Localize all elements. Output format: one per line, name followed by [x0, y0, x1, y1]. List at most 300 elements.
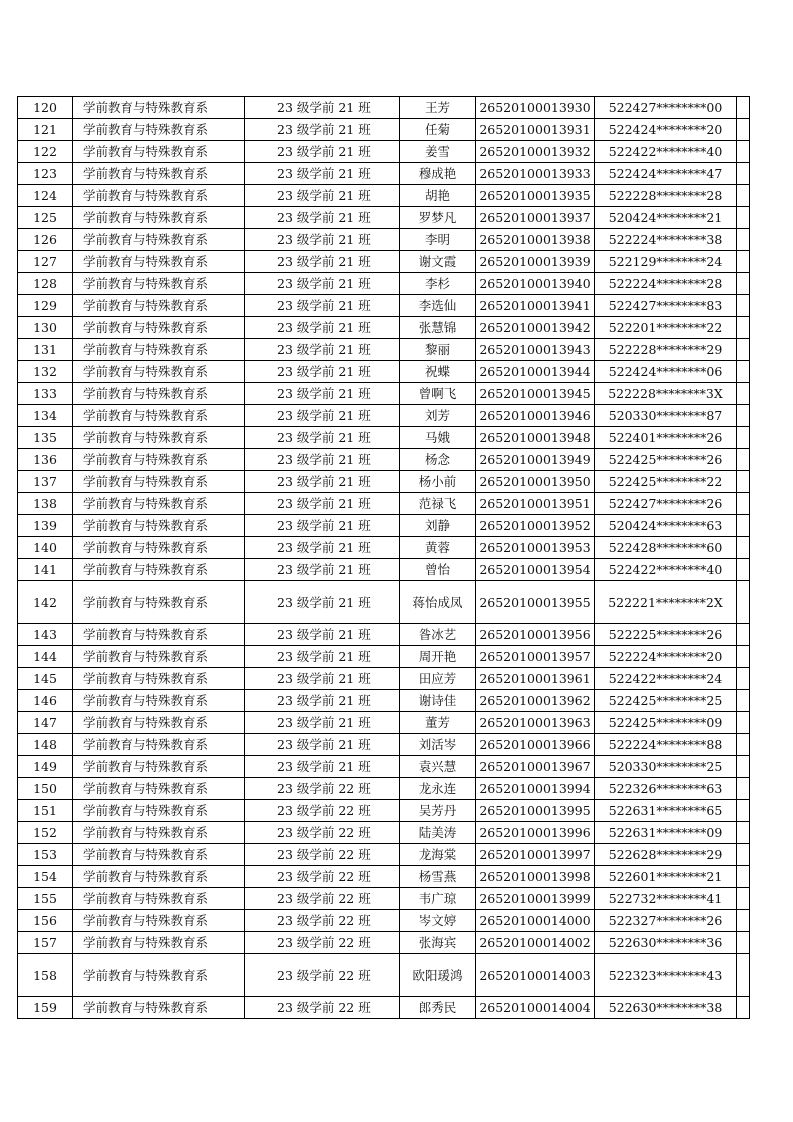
department-cell: 学前教育与特殊教育系	[73, 493, 245, 515]
student-id-cell: 26520100013937	[476, 207, 595, 229]
class-cell: 23 级学前 22 班	[245, 932, 400, 954]
table-row	[18, 427, 750, 449]
row-number-cell: 140	[18, 537, 73, 559]
remark-cell	[737, 954, 750, 997]
id-number-cell: 522221********2X	[595, 581, 737, 624]
id-number-cell: 522732********41	[595, 888, 737, 910]
student-name-cell: 黎丽	[400, 339, 476, 361]
row-number-cell: 143	[18, 624, 73, 646]
student-id-cell: 26520100013942	[476, 317, 595, 339]
table-row	[18, 317, 750, 339]
table-row	[18, 185, 750, 207]
student-id-cell: 26520100013950	[476, 471, 595, 493]
id-number-cell: 522628********29	[595, 844, 737, 866]
student-name-cell: 昝冰艺	[400, 624, 476, 646]
student-id-cell: 26520100013939	[476, 251, 595, 273]
department-cell: 学前教育与特殊教育系	[73, 119, 245, 141]
student-id-cell: 26520100014004	[476, 997, 595, 1019]
student-name-cell: 谢诗佳	[400, 690, 476, 712]
id-number-cell: 522425********25	[595, 690, 737, 712]
remark-cell	[737, 493, 750, 515]
department-cell: 学前教育与特殊教育系	[73, 163, 245, 185]
class-cell: 23 级学前 21 班	[245, 185, 400, 207]
student-name-cell: 李明	[400, 229, 476, 251]
class-cell: 23 级学前 21 班	[245, 734, 400, 756]
row-number-cell: 127	[18, 251, 73, 273]
id-number-cell: 522425********26	[595, 449, 737, 471]
remark-cell	[737, 251, 750, 273]
student-id-cell: 26520100013996	[476, 822, 595, 844]
table-row	[18, 866, 750, 888]
remark-cell	[737, 185, 750, 207]
student-name-cell: 穆成艳	[400, 163, 476, 185]
student-id-cell: 26520100013933	[476, 163, 595, 185]
department-cell: 学前教育与特殊教育系	[73, 932, 245, 954]
row-number-cell: 124	[18, 185, 73, 207]
class-cell: 23 级学前 21 班	[245, 273, 400, 295]
department-cell: 学前教育与特殊教育系	[73, 515, 245, 537]
student-name-cell: 陆美涛	[400, 822, 476, 844]
row-number-cell: 141	[18, 559, 73, 581]
remark-cell	[737, 295, 750, 317]
student-name-cell: 韦广琼	[400, 888, 476, 910]
id-number-cell: 522425********22	[595, 471, 737, 493]
student-name-cell: 刘活岑	[400, 734, 476, 756]
department-cell: 学前教育与特殊教育系	[73, 581, 245, 624]
department-cell: 学前教育与特殊教育系	[73, 471, 245, 493]
department-cell: 学前教育与特殊教育系	[73, 229, 245, 251]
student-id-cell: 26520100013957	[476, 646, 595, 668]
id-number-cell: 522326********63	[595, 778, 737, 800]
student-name-cell: 罗梦凡	[400, 207, 476, 229]
class-cell: 23 级学前 21 班	[245, 668, 400, 690]
student-list-table	[17, 96, 750, 1019]
class-cell: 23 级学前 21 班	[245, 141, 400, 163]
department-cell: 学前教育与特殊教育系	[73, 800, 245, 822]
department-cell: 学前教育与特殊教育系	[73, 559, 245, 581]
student-name-cell: 马娥	[400, 427, 476, 449]
row-number-cell: 146	[18, 690, 73, 712]
student-name-cell: 刘芳	[400, 405, 476, 427]
row-number-cell: 152	[18, 822, 73, 844]
row-number-cell: 145	[18, 668, 73, 690]
department-cell: 学前教育与特殊教育系	[73, 295, 245, 317]
department-cell: 学前教育与特殊教育系	[73, 954, 245, 997]
row-number-cell: 139	[18, 515, 73, 537]
class-cell: 23 级学前 21 班	[245, 361, 400, 383]
class-cell: 23 级学前 21 班	[245, 690, 400, 712]
remark-cell	[737, 317, 750, 339]
class-cell: 23 级学前 21 班	[245, 449, 400, 471]
student-id-cell: 26520100013997	[476, 844, 595, 866]
class-cell: 23 级学前 22 班	[245, 910, 400, 932]
student-name-cell: 王芳	[400, 97, 476, 119]
id-number-cell: 522201********22	[595, 317, 737, 339]
table-row	[18, 163, 750, 185]
student-id-cell: 26520100013963	[476, 712, 595, 734]
row-number-cell: 120	[18, 97, 73, 119]
table-row	[18, 405, 750, 427]
id-number-cell: 520330********25	[595, 756, 737, 778]
student-name-cell: 张慧锦	[400, 317, 476, 339]
student-name-cell: 岑文婷	[400, 910, 476, 932]
class-cell: 23 级学前 21 班	[245, 559, 400, 581]
table-row	[18, 251, 750, 273]
table-row	[18, 207, 750, 229]
class-cell: 23 级学前 21 班	[245, 581, 400, 624]
department-cell: 学前教育与特殊教育系	[73, 646, 245, 668]
remark-cell	[737, 229, 750, 251]
id-number-cell: 522327********26	[595, 910, 737, 932]
student-name-cell: 胡艳	[400, 185, 476, 207]
class-cell: 23 级学前 21 班	[245, 756, 400, 778]
student-name-cell: 张海宾	[400, 932, 476, 954]
row-number-cell: 121	[18, 119, 73, 141]
remark-cell	[737, 537, 750, 559]
table-row	[18, 888, 750, 910]
class-cell: 23 级学前 21 班	[245, 119, 400, 141]
table-row	[18, 383, 750, 405]
row-number-cell: 135	[18, 427, 73, 449]
department-cell: 学前教育与特殊教育系	[73, 339, 245, 361]
remark-cell	[737, 97, 750, 119]
remark-cell	[737, 119, 750, 141]
table-row	[18, 646, 750, 668]
row-number-cell: 130	[18, 317, 73, 339]
class-cell: 23 级学前 21 班	[245, 339, 400, 361]
remark-cell	[737, 690, 750, 712]
student-id-cell: 26520100013946	[476, 405, 595, 427]
id-number-cell: 522224********88	[595, 734, 737, 756]
table-row	[18, 229, 750, 251]
remark-cell	[737, 361, 750, 383]
class-cell: 23 级学前 21 班	[245, 515, 400, 537]
student-id-cell: 26520100013995	[476, 800, 595, 822]
student-id-cell: 26520100013953	[476, 537, 595, 559]
department-cell: 学前教育与特殊教育系	[73, 690, 245, 712]
row-number-cell: 138	[18, 493, 73, 515]
class-cell: 23 级学前 22 班	[245, 997, 400, 1019]
remark-cell	[737, 910, 750, 932]
department-cell: 学前教育与特殊教育系	[73, 361, 245, 383]
student-id-cell: 26520100013931	[476, 119, 595, 141]
id-number-cell: 522401********26	[595, 427, 737, 449]
student-id-cell: 26520100013949	[476, 449, 595, 471]
student-name-cell: 祝蝶	[400, 361, 476, 383]
student-id-cell: 26520100013961	[476, 668, 595, 690]
table-row	[18, 932, 750, 954]
id-number-cell: 522225********26	[595, 624, 737, 646]
student-id-cell: 26520100014003	[476, 954, 595, 997]
id-number-cell: 522427********26	[595, 493, 737, 515]
student-name-cell: 郎秀民	[400, 997, 476, 1019]
remark-cell	[737, 646, 750, 668]
table-row	[18, 361, 750, 383]
remark-cell	[737, 141, 750, 163]
row-number-cell: 154	[18, 866, 73, 888]
class-cell: 23 级学前 21 班	[245, 712, 400, 734]
department-cell: 学前教育与特殊教育系	[73, 822, 245, 844]
remark-cell	[737, 712, 750, 734]
id-number-cell: 522228********29	[595, 339, 737, 361]
student-id-cell: 26520100013962	[476, 690, 595, 712]
student-name-cell: 吴芳丹	[400, 800, 476, 822]
department-cell: 学前教育与特殊教育系	[73, 624, 245, 646]
class-cell: 23 级学前 21 班	[245, 427, 400, 449]
id-number-cell: 522323********43	[595, 954, 737, 997]
table-row	[18, 339, 750, 361]
class-cell: 23 级学前 21 班	[245, 295, 400, 317]
row-number-cell: 159	[18, 997, 73, 1019]
student-id-cell: 26520100013944	[476, 361, 595, 383]
table-row	[18, 997, 750, 1019]
class-cell: 23 级学前 22 班	[245, 800, 400, 822]
row-number-cell: 147	[18, 712, 73, 734]
class-cell: 23 级学前 21 班	[245, 163, 400, 185]
department-cell: 学前教育与特殊教育系	[73, 537, 245, 559]
student-id-cell: 26520100013941	[476, 295, 595, 317]
remark-cell	[737, 273, 750, 295]
row-number-cell: 149	[18, 756, 73, 778]
remark-cell	[737, 866, 750, 888]
student-id-cell: 26520100013943	[476, 339, 595, 361]
remark-cell	[737, 822, 750, 844]
remark-cell	[737, 383, 750, 405]
row-number-cell: 128	[18, 273, 73, 295]
remark-cell	[737, 207, 750, 229]
student-name-cell: 刘静	[400, 515, 476, 537]
department-cell: 学前教育与特殊教育系	[73, 251, 245, 273]
department-cell: 学前教育与特殊教育系	[73, 997, 245, 1019]
student-id-cell: 26520100013954	[476, 559, 595, 581]
department-cell: 学前教育与特殊教育系	[73, 317, 245, 339]
department-cell: 学前教育与特殊教育系	[73, 97, 245, 119]
id-number-cell: 520424********63	[595, 515, 737, 537]
student-id-cell: 26520100013994	[476, 778, 595, 800]
remark-cell	[737, 778, 750, 800]
student-name-cell: 欧阳瑗鸿	[400, 954, 476, 997]
table-row	[18, 273, 750, 295]
table-row	[18, 910, 750, 932]
student-id-cell: 26520100013935	[476, 185, 595, 207]
student-name-cell: 杨念	[400, 449, 476, 471]
student-id-cell: 26520100014000	[476, 910, 595, 932]
department-cell: 学前教育与特殊教育系	[73, 207, 245, 229]
row-number-cell: 150	[18, 778, 73, 800]
table-row	[18, 141, 750, 163]
remark-cell	[737, 581, 750, 624]
class-cell: 23 级学前 22 班	[245, 888, 400, 910]
student-id-cell: 26520100013932	[476, 141, 595, 163]
department-cell: 学前教育与特殊教育系	[73, 273, 245, 295]
id-number-cell: 522224********20	[595, 646, 737, 668]
department-cell: 学前教育与特殊教育系	[73, 383, 245, 405]
table-row	[18, 515, 750, 537]
row-number-cell: 129	[18, 295, 73, 317]
row-number-cell: 125	[18, 207, 73, 229]
table-row	[18, 559, 750, 581]
class-cell: 23 级学前 22 班	[245, 866, 400, 888]
student-name-cell: 蒋怡成凤	[400, 581, 476, 624]
row-number-cell: 123	[18, 163, 73, 185]
remark-cell	[737, 471, 750, 493]
id-number-cell: 522424********20	[595, 119, 737, 141]
student-id-cell: 26520100013940	[476, 273, 595, 295]
student-id-cell: 26520100013955	[476, 581, 595, 624]
student-id-cell: 26520100013952	[476, 515, 595, 537]
row-number-cell: 131	[18, 339, 73, 361]
row-number-cell: 136	[18, 449, 73, 471]
row-number-cell: 155	[18, 888, 73, 910]
row-number-cell: 126	[18, 229, 73, 251]
department-cell: 学前教育与特殊教育系	[73, 778, 245, 800]
class-cell: 23 级学前 21 班	[245, 624, 400, 646]
student-name-cell: 龙海棠	[400, 844, 476, 866]
department-cell: 学前教育与特殊教育系	[73, 668, 245, 690]
department-cell: 学前教育与特殊教育系	[73, 756, 245, 778]
class-cell: 23 级学前 21 班	[245, 471, 400, 493]
row-number-cell: 144	[18, 646, 73, 668]
id-number-cell: 522427********83	[595, 295, 737, 317]
department-cell: 学前教育与特殊教育系	[73, 910, 245, 932]
id-number-cell: 522630********36	[595, 932, 737, 954]
student-id-cell: 26520100013951	[476, 493, 595, 515]
remark-cell	[737, 624, 750, 646]
remark-cell	[737, 668, 750, 690]
student-name-cell: 杨雪燕	[400, 866, 476, 888]
id-number-cell: 522424********47	[595, 163, 737, 185]
id-number-cell: 522631********09	[595, 822, 737, 844]
class-cell: 23 级学前 21 班	[245, 97, 400, 119]
student-name-cell: 周开艳	[400, 646, 476, 668]
class-cell: 23 级学前 21 班	[245, 251, 400, 273]
table-row	[18, 778, 750, 800]
row-number-cell: 133	[18, 383, 73, 405]
remark-cell	[737, 734, 750, 756]
row-number-cell: 142	[18, 581, 73, 624]
class-cell: 23 级学前 22 班	[245, 778, 400, 800]
id-number-cell: 522428********60	[595, 537, 737, 559]
table-row	[18, 119, 750, 141]
remark-cell	[737, 405, 750, 427]
id-number-cell: 522422********40	[595, 141, 737, 163]
student-name-cell: 范禄飞	[400, 493, 476, 515]
id-number-cell: 522422********40	[595, 559, 737, 581]
row-number-cell: 156	[18, 910, 73, 932]
row-number-cell: 158	[18, 954, 73, 997]
table-row	[18, 844, 750, 866]
table-row	[18, 471, 750, 493]
student-name-cell: 曾啊飞	[400, 383, 476, 405]
student-id-cell: 26520100013966	[476, 734, 595, 756]
table-row	[18, 493, 750, 515]
table-row	[18, 624, 750, 646]
row-number-cell: 137	[18, 471, 73, 493]
student-id-cell: 26520100013999	[476, 888, 595, 910]
department-cell: 学前教育与特殊教育系	[73, 888, 245, 910]
table-row	[18, 734, 750, 756]
row-number-cell: 153	[18, 844, 73, 866]
remark-cell	[737, 339, 750, 361]
table-row	[18, 449, 750, 471]
class-cell: 23 级学前 21 班	[245, 537, 400, 559]
department-cell: 学前教育与特殊教育系	[73, 449, 245, 471]
remark-cell	[737, 888, 750, 910]
table-row	[18, 954, 750, 997]
remark-cell	[737, 800, 750, 822]
student-name-cell: 龙永连	[400, 778, 476, 800]
student-name-cell: 董芳	[400, 712, 476, 734]
row-number-cell: 132	[18, 361, 73, 383]
department-cell: 学前教育与特殊教育系	[73, 844, 245, 866]
remark-cell	[737, 844, 750, 866]
id-number-cell: 520424********21	[595, 207, 737, 229]
department-cell: 学前教育与特殊教育系	[73, 866, 245, 888]
department-cell: 学前教育与特殊教育系	[73, 712, 245, 734]
table-row	[18, 756, 750, 778]
class-cell: 23 级学前 21 班	[245, 405, 400, 427]
remark-cell	[737, 163, 750, 185]
class-cell: 23 级学前 21 班	[245, 493, 400, 515]
remark-cell	[737, 756, 750, 778]
table-row	[18, 822, 750, 844]
student-id-cell: 26520100013930	[476, 97, 595, 119]
student-id-cell: 26520100013948	[476, 427, 595, 449]
id-number-cell: 522427********00	[595, 97, 737, 119]
student-name-cell: 李杉	[400, 273, 476, 295]
student-name-cell: 李选仙	[400, 295, 476, 317]
student-name-cell: 任菊	[400, 119, 476, 141]
class-cell: 23 级学前 22 班	[245, 822, 400, 844]
student-id-cell: 26520100013938	[476, 229, 595, 251]
id-number-cell: 522630********38	[595, 997, 737, 1019]
id-number-cell: 522224********28	[595, 273, 737, 295]
row-number-cell: 157	[18, 932, 73, 954]
class-cell: 23 级学前 21 班	[245, 317, 400, 339]
student-id-cell: 26520100013956	[476, 624, 595, 646]
class-cell: 23 级学前 21 班	[245, 646, 400, 668]
id-number-cell: 522228********3X	[595, 383, 737, 405]
student-id-cell: 26520100014002	[476, 932, 595, 954]
remark-cell	[737, 449, 750, 471]
table-row	[18, 690, 750, 712]
student-name-cell: 黄蓉	[400, 537, 476, 559]
row-number-cell: 134	[18, 405, 73, 427]
department-cell: 学前教育与特殊教育系	[73, 427, 245, 449]
row-number-cell: 148	[18, 734, 73, 756]
remark-cell	[737, 997, 750, 1019]
department-cell: 学前教育与特殊教育系	[73, 141, 245, 163]
class-cell: 23 级学前 21 班	[245, 207, 400, 229]
student-name-cell: 谢文霞	[400, 251, 476, 273]
id-number-cell: 522224********38	[595, 229, 737, 251]
student-name-cell: 杨小前	[400, 471, 476, 493]
remark-cell	[737, 427, 750, 449]
table-row	[18, 295, 750, 317]
remark-cell	[737, 515, 750, 537]
student-id-cell: 26520100013945	[476, 383, 595, 405]
table-row	[18, 668, 750, 690]
student-id-cell: 26520100013967	[476, 756, 595, 778]
department-cell: 学前教育与特殊教育系	[73, 405, 245, 427]
table-body	[18, 97, 750, 1019]
table-row	[18, 581, 750, 624]
table-row	[18, 537, 750, 559]
class-cell: 23 级学前 21 班	[245, 229, 400, 251]
remark-cell	[737, 559, 750, 581]
remark-cell	[737, 932, 750, 954]
id-number-cell: 522228********28	[595, 185, 737, 207]
